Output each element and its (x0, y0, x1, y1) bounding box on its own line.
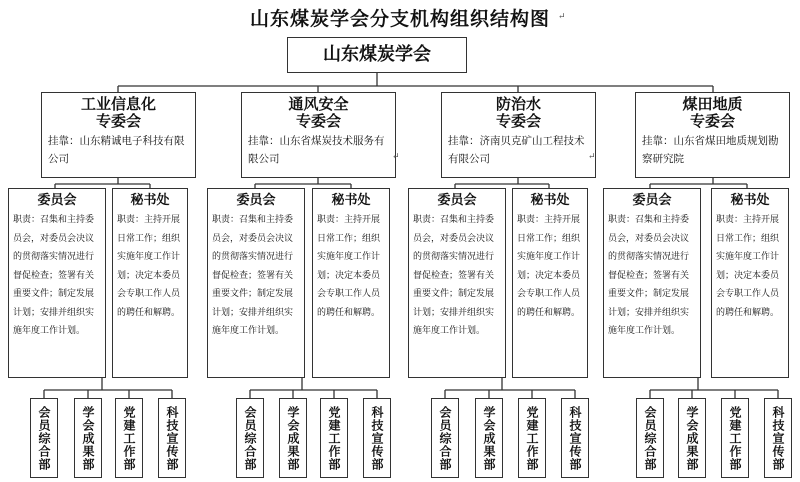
department-name: 党建工作部 (728, 405, 742, 471)
department-name: 党建工作部 (327, 405, 341, 471)
committee-heading: 委员会 (632, 193, 672, 208)
secretariat-heading: 秘书处 (730, 193, 770, 208)
committee-duty: 职责：召集和主持委员会，对委员会决议的贯彻落实情况进行督促检查；签署有关重要文件；制定发展计划；安排并组织实施年度工作计划。 (13, 215, 95, 336)
department-node (320, 398, 348, 478)
committee-name-suffix: 专委会 (95, 112, 141, 130)
committee-name: 防治水 (495, 95, 541, 113)
department-name: 学会成果部 (685, 405, 699, 471)
paragraph-mark: ↵ (558, 12, 566, 22)
paragraph-mark: ↵ (392, 152, 400, 162)
page-title: 山东煤炭学会分支机构组织结构图 (249, 8, 550, 30)
department-name: 科技宣传部 (370, 405, 384, 471)
committee-duty: 职责：召集和主持委员会，对委员会决议的贯彻落实情况进行督促检查；签署有关重要文件；制定发展计划；安排并组织实施年度工作计划。 (608, 215, 690, 336)
committee-box (207, 188, 305, 378)
committee-name: 通风安全 (288, 95, 349, 113)
secretariat-heading: 秘书处 (130, 193, 170, 208)
secretariat-duty: 职责：主持开展日常工作；组织实施年度工作计划；决定本委员会专职工作人员的聘任和解聘。 (517, 215, 581, 318)
committee-heading: 委员会 (236, 193, 276, 208)
committee-heading: 委员会 (37, 193, 77, 208)
department-node (431, 398, 459, 478)
secretariat-heading: 秘书处 (530, 193, 570, 208)
committee-box (408, 188, 506, 378)
department-name: 科技宣传部 (771, 405, 785, 471)
host-organization: 挂靠：山东省煤炭技术服务有限公司 (248, 135, 385, 165)
department-node (518, 398, 546, 478)
department-node (561, 398, 589, 478)
committee-name-suffix: 专委会 (689, 112, 735, 130)
committee-name: 煤田地质 (682, 95, 743, 113)
department-node (236, 398, 264, 478)
department-name: 会员综合部 (37, 405, 51, 471)
department-node (30, 398, 58, 478)
committee-box (603, 188, 701, 378)
department-node (678, 398, 706, 478)
committee-duty: 职责：召集和主持委员会，对委员会决议的贯彻落实情况进行督促检查；签署有关重要文件；制定发展计划；安排并组织实施年度工作计划。 (413, 215, 495, 336)
department-name: 党建工作部 (122, 405, 136, 471)
department-node (636, 398, 664, 478)
committee-node (41, 92, 196, 178)
department-node (74, 398, 102, 478)
department-name: 学会成果部 (286, 405, 300, 471)
committee-name-suffix: 专委会 (295, 112, 341, 130)
paragraph-mark: ↵ (588, 152, 596, 162)
committee-duty: 职责：召集和主持委员会，对委员会决议的贯彻落实情况进行督促检查；签署有关重要文件；制定发展计划；安排并组织实施年度工作计划。 (212, 215, 294, 336)
secretariat-duty: 职责：主持开展日常工作；组织实施年度工作计划；决定本委员会专职工作人员的聘任和解聘。 (716, 215, 780, 318)
host-organization: 挂靠：济南贝克矿山工程技术有限公司 (448, 135, 585, 165)
host-organization: 挂靠：山东精诚电子科技有限公司 (48, 135, 185, 165)
department-name: 会员综合部 (643, 405, 657, 471)
department-node (158, 398, 186, 478)
department-node (279, 398, 307, 478)
department-name: 学会成果部 (81, 405, 95, 471)
committee-heading: 委员会 (437, 193, 477, 208)
secretariat-duty: 职责：主持开展日常工作；组织实施年度工作计划；决定本委员会专职工作人员的聘任和解聘。 (317, 215, 381, 318)
department-name: 学会成果部 (482, 405, 496, 471)
committee-name-suffix: 专委会 (495, 112, 541, 130)
committee-node (241, 92, 396, 178)
department-node (115, 398, 143, 478)
department-name: 科技宣传部 (568, 405, 582, 471)
secretariat-box (312, 188, 390, 378)
secretariat-box (112, 188, 188, 378)
host-organization: 挂靠：山东省煤田地质规划勘察研究院 (642, 135, 779, 165)
committee-node (635, 92, 790, 178)
secretariat-box (711, 188, 789, 378)
department-node (721, 398, 749, 478)
department-node (764, 398, 792, 478)
department-name: 会员综合部 (243, 405, 257, 471)
secretariat-duty: 职责：主持开展日常工作；组织实施年度工作计划；决定本委员会专职工作人员的聘任和解聘。 (117, 215, 181, 318)
committee-box (8, 188, 106, 378)
department-name: 党建工作部 (525, 405, 539, 471)
secretariat-heading: 秘书处 (331, 193, 371, 208)
department-name: 科技宣传部 (165, 405, 179, 471)
committee-name: 工业信息化 (80, 95, 156, 113)
department-name: 会员综合部 (438, 405, 452, 471)
root-node: 山东煤炭学会 (287, 37, 467, 73)
committee-node (441, 92, 596, 178)
department-node (363, 398, 391, 478)
department-node (475, 398, 503, 478)
secretariat-box (512, 188, 588, 378)
